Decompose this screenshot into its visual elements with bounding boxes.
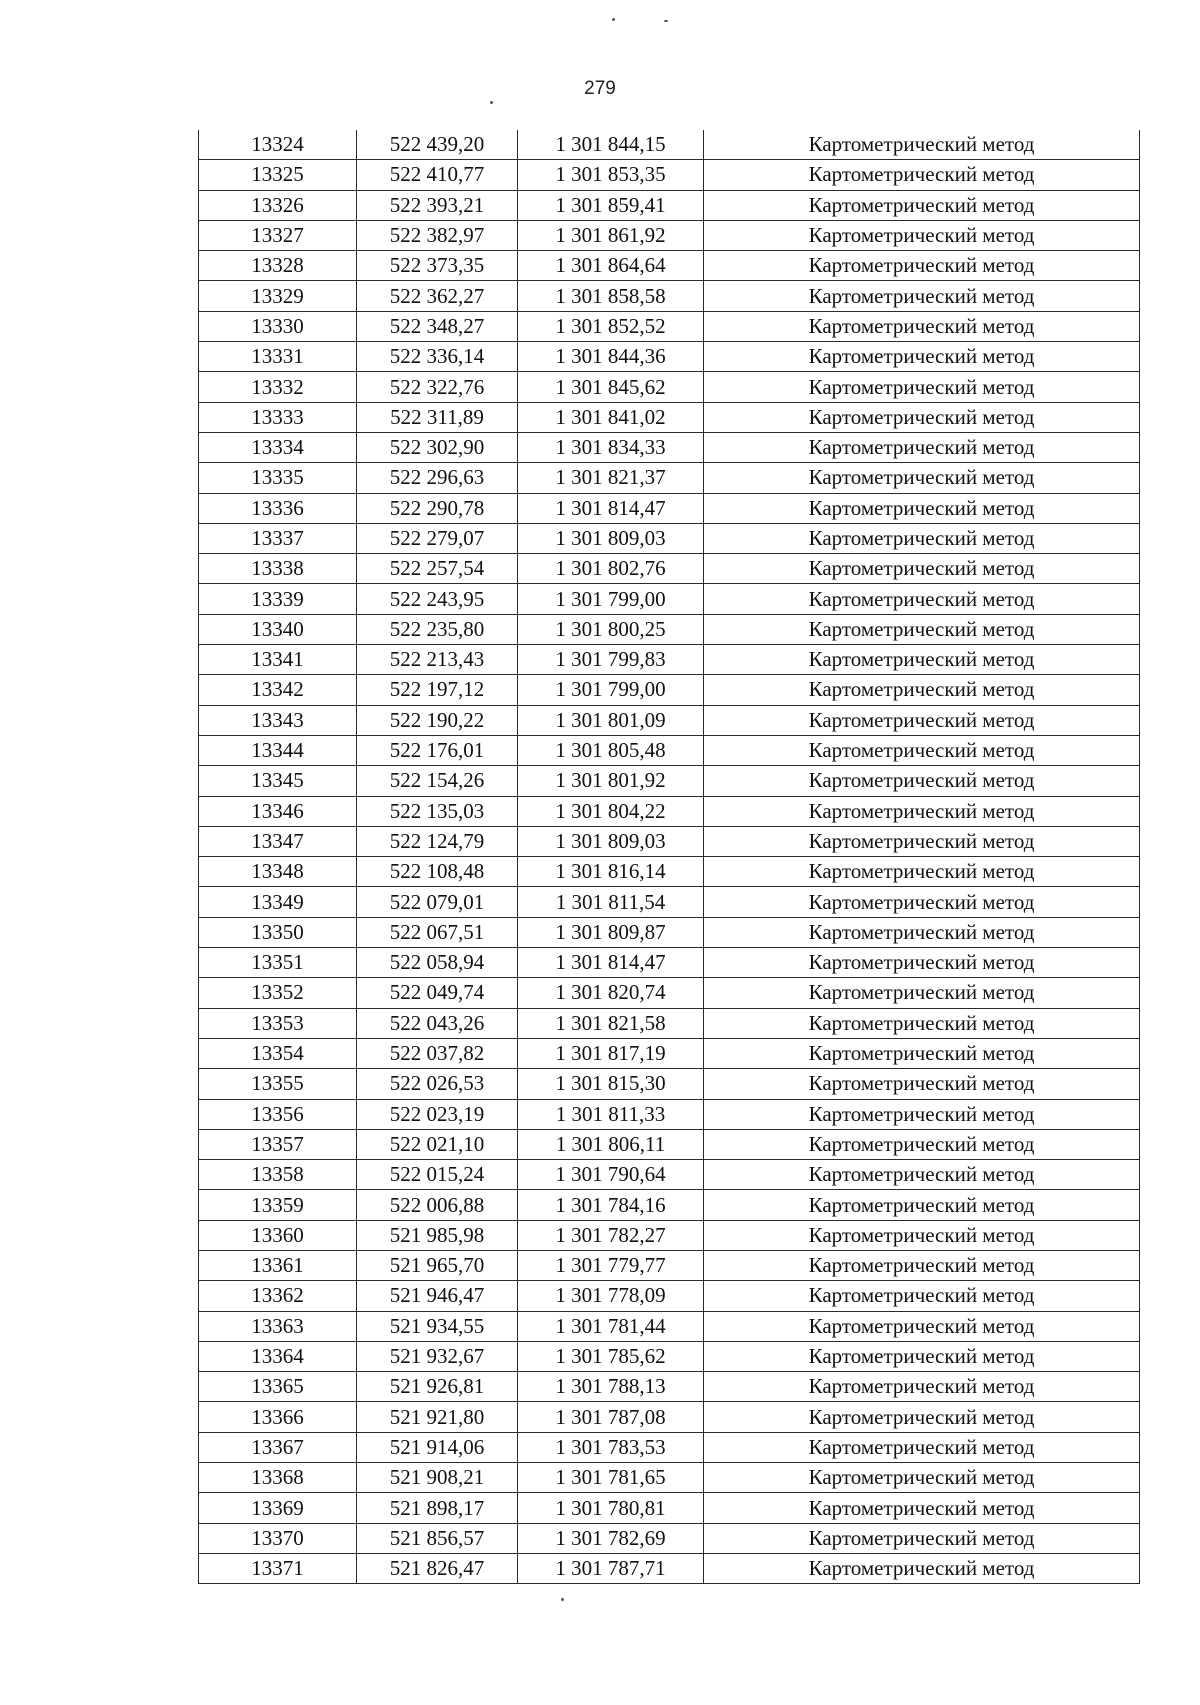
table-row <box>199 917 1140 947</box>
point-number-cell: 13338 <box>199 554 357 584</box>
table-row <box>199 796 1140 826</box>
table-row <box>199 432 1140 462</box>
y-coordinate-cell: 1 301 790,64 <box>518 1160 704 1190</box>
point-number-cell: 13358 <box>199 1160 357 1190</box>
y-coordinate-cell: 1 301 814,47 <box>518 493 704 523</box>
x-coordinate-cell: 522 382,97 <box>357 220 518 250</box>
x-coordinate-cell: 522 190,22 <box>357 705 518 735</box>
x-coordinate-cell: 522 311,89 <box>357 402 518 432</box>
coordinates-table-body <box>199 130 1140 1584</box>
x-coordinate-cell: 522 348,27 <box>357 311 518 341</box>
x-coordinate-cell: 521 926,81 <box>357 1372 518 1402</box>
method-cell: Картометрический метод <box>704 1069 1140 1099</box>
point-number-cell: 13328 <box>199 251 357 281</box>
method-cell: Картометрический метод <box>704 281 1140 311</box>
x-coordinate-cell: 522 243,95 <box>357 584 518 614</box>
method-cell: Картометрический метод <box>704 614 1140 644</box>
point-number-cell: 13325 <box>199 160 357 190</box>
point-number-cell: 13330 <box>199 311 357 341</box>
method-cell: Картометрический метод <box>704 705 1140 735</box>
y-coordinate-cell: 1 301 809,03 <box>518 826 704 856</box>
point-number-cell: 13366 <box>199 1402 357 1432</box>
table-row <box>199 1281 1140 1311</box>
point-number-cell: 13371 <box>199 1553 357 1583</box>
y-coordinate-cell: 1 301 814,47 <box>518 948 704 978</box>
y-coordinate-cell: 1 301 799,00 <box>518 584 704 614</box>
table-row <box>199 735 1140 765</box>
y-coordinate-cell: 1 301 858,58 <box>518 281 704 311</box>
scan-speck <box>664 20 668 22</box>
method-cell: Картометрический метод <box>704 311 1140 341</box>
table-row <box>199 311 1140 341</box>
x-coordinate-cell: 522 108,48 <box>357 857 518 887</box>
table-row <box>199 766 1140 796</box>
x-coordinate-cell: 522 296,63 <box>357 463 518 493</box>
method-cell: Картометрический метод <box>704 917 1140 947</box>
scan-speck <box>490 101 493 104</box>
x-coordinate-cell: 522 257,54 <box>357 554 518 584</box>
x-coordinate-cell: 522 373,35 <box>357 251 518 281</box>
y-coordinate-cell: 1 301 781,44 <box>518 1311 704 1341</box>
point-number-cell: 13370 <box>199 1523 357 1553</box>
y-coordinate-cell: 1 301 801,92 <box>518 766 704 796</box>
method-cell: Картометрический метод <box>704 1402 1140 1432</box>
method-cell: Картометрический метод <box>704 1553 1140 1583</box>
method-cell: Картометрический метод <box>704 1523 1140 1553</box>
table-row <box>199 160 1140 190</box>
y-coordinate-cell: 1 301 834,33 <box>518 432 704 462</box>
method-cell: Картометрический метод <box>704 523 1140 553</box>
method-cell: Картометрический метод <box>704 372 1140 402</box>
table-row <box>199 402 1140 432</box>
table-row <box>199 1160 1140 1190</box>
table-row <box>199 463 1140 493</box>
x-coordinate-cell: 522 135,03 <box>357 796 518 826</box>
table-row <box>199 372 1140 402</box>
point-number-cell: 13342 <box>199 675 357 705</box>
point-number-cell: 13331 <box>199 342 357 372</box>
point-number-cell: 13334 <box>199 432 357 462</box>
point-number-cell: 13362 <box>199 1281 357 1311</box>
x-coordinate-cell: 522 023,19 <box>357 1099 518 1129</box>
method-cell: Картометрический метод <box>704 766 1140 796</box>
x-coordinate-cell: 521 826,47 <box>357 1553 518 1583</box>
x-coordinate-cell: 522 279,07 <box>357 523 518 553</box>
method-cell: Картометрический метод <box>704 1220 1140 1250</box>
point-number-cell: 13335 <box>199 463 357 493</box>
y-coordinate-cell: 1 301 784,16 <box>518 1190 704 1220</box>
table-row <box>199 826 1140 856</box>
method-cell: Картометрический метод <box>704 857 1140 887</box>
y-coordinate-cell: 1 301 805,48 <box>518 735 704 765</box>
table-row <box>199 1220 1140 1250</box>
point-number-cell: 13345 <box>199 766 357 796</box>
method-cell: Картометрический метод <box>704 1250 1140 1280</box>
y-coordinate-cell: 1 301 844,15 <box>518 130 704 160</box>
method-cell: Картометрический метод <box>704 432 1140 462</box>
point-number-cell: 13343 <box>199 705 357 735</box>
y-coordinate-cell: 1 301 809,87 <box>518 917 704 947</box>
table-row <box>199 1523 1140 1553</box>
method-cell: Картометрический метод <box>704 1372 1140 1402</box>
table-row <box>199 1008 1140 1038</box>
x-coordinate-cell: 522 290,78 <box>357 493 518 523</box>
x-coordinate-cell: 522 176,01 <box>357 735 518 765</box>
point-number-cell: 13329 <box>199 281 357 311</box>
table-row <box>199 1493 1140 1523</box>
x-coordinate-cell: 522 302,90 <box>357 432 518 462</box>
table-row <box>199 251 1140 281</box>
method-cell: Картометрический метод <box>704 735 1140 765</box>
x-coordinate-cell: 521 985,98 <box>357 1220 518 1250</box>
x-coordinate-cell: 522 154,26 <box>357 766 518 796</box>
y-coordinate-cell: 1 301 809,03 <box>518 523 704 553</box>
y-coordinate-cell: 1 301 841,02 <box>518 402 704 432</box>
method-cell: Картометрический метод <box>704 1160 1140 1190</box>
table-row <box>199 1311 1140 1341</box>
method-cell: Картометрический метод <box>704 554 1140 584</box>
x-coordinate-cell: 521 946,47 <box>357 1281 518 1311</box>
point-number-cell: 13324 <box>199 130 357 160</box>
method-cell: Картометрический метод <box>704 1311 1140 1341</box>
method-cell: Картометрический метод <box>704 160 1140 190</box>
x-coordinate-cell: 521 856,57 <box>357 1523 518 1553</box>
method-cell: Картометрический метод <box>704 463 1140 493</box>
y-coordinate-cell: 1 301 821,37 <box>518 463 704 493</box>
table-row <box>199 1069 1140 1099</box>
table-row <box>199 342 1140 372</box>
x-coordinate-cell: 522 124,79 <box>357 826 518 856</box>
x-coordinate-cell: 521 898,17 <box>357 1493 518 1523</box>
x-coordinate-cell: 522 439,20 <box>357 130 518 160</box>
y-coordinate-cell: 1 301 799,83 <box>518 645 704 675</box>
point-number-cell: 13351 <box>199 948 357 978</box>
table-row <box>199 1250 1140 1280</box>
point-number-cell: 13344 <box>199 735 357 765</box>
point-number-cell: 13340 <box>199 614 357 644</box>
point-number-cell: 13369 <box>199 1493 357 1523</box>
method-cell: Картометрический метод <box>704 887 1140 917</box>
method-cell: Картометрический метод <box>704 1432 1140 1462</box>
x-coordinate-cell: 522 197,12 <box>357 675 518 705</box>
y-coordinate-cell: 1 301 783,53 <box>518 1432 704 1462</box>
y-coordinate-cell: 1 301 845,62 <box>518 372 704 402</box>
y-coordinate-cell: 1 301 787,71 <box>518 1553 704 1583</box>
table-row <box>199 675 1140 705</box>
y-coordinate-cell: 1 301 802,76 <box>518 554 704 584</box>
x-coordinate-cell: 522 079,01 <box>357 887 518 917</box>
table-row <box>199 523 1140 553</box>
point-number-cell: 13346 <box>199 796 357 826</box>
x-coordinate-cell: 522 362,27 <box>357 281 518 311</box>
method-cell: Картометрический метод <box>704 342 1140 372</box>
method-cell: Картометрический метод <box>704 978 1140 1008</box>
y-coordinate-cell: 1 301 799,00 <box>518 675 704 705</box>
y-coordinate-cell: 1 301 811,54 <box>518 887 704 917</box>
method-cell: Картометрический метод <box>704 948 1140 978</box>
x-coordinate-cell: 521 908,21 <box>357 1463 518 1493</box>
point-number-cell: 13326 <box>199 190 357 220</box>
y-coordinate-cell: 1 301 785,62 <box>518 1341 704 1371</box>
table-row <box>199 190 1140 220</box>
method-cell: Картометрический метод <box>704 1463 1140 1493</box>
method-cell: Картометрический метод <box>704 1341 1140 1371</box>
table-row <box>199 948 1140 978</box>
point-number-cell: 13357 <box>199 1129 357 1159</box>
point-number-cell: 13361 <box>199 1250 357 1280</box>
table-row <box>199 1129 1140 1159</box>
method-cell: Картометрический метод <box>704 402 1140 432</box>
point-number-cell: 13363 <box>199 1311 357 1341</box>
y-coordinate-cell: 1 301 778,09 <box>518 1281 704 1311</box>
point-number-cell: 13332 <box>199 372 357 402</box>
x-coordinate-cell: 521 932,67 <box>357 1341 518 1371</box>
method-cell: Картометрический метод <box>704 826 1140 856</box>
x-coordinate-cell: 522 393,21 <box>357 190 518 220</box>
y-coordinate-cell: 1 301 800,25 <box>518 614 704 644</box>
table-row <box>199 1463 1140 1493</box>
method-cell: Картометрический метод <box>704 645 1140 675</box>
x-coordinate-cell: 522 322,76 <box>357 372 518 402</box>
point-number-cell: 13365 <box>199 1372 357 1402</box>
point-number-cell: 13367 <box>199 1432 357 1462</box>
table-row <box>199 220 1140 250</box>
table-row <box>199 1553 1140 1583</box>
y-coordinate-cell: 1 301 853,35 <box>518 160 704 190</box>
table-row <box>199 1341 1140 1371</box>
x-coordinate-cell: 522 235,80 <box>357 614 518 644</box>
table-row <box>199 1099 1140 1129</box>
method-cell: Картометрический метод <box>704 190 1140 220</box>
point-number-cell: 13356 <box>199 1099 357 1129</box>
point-number-cell: 13353 <box>199 1008 357 1038</box>
scan-speck <box>612 18 615 21</box>
table-row <box>199 978 1140 1008</box>
x-coordinate-cell: 522 043,26 <box>357 1008 518 1038</box>
coordinates-table <box>198 130 1140 1584</box>
x-coordinate-cell: 522 037,82 <box>357 1038 518 1068</box>
point-number-cell: 13341 <box>199 645 357 675</box>
point-number-cell: 13359 <box>199 1190 357 1220</box>
point-number-cell: 13336 <box>199 493 357 523</box>
y-coordinate-cell: 1 301 788,13 <box>518 1372 704 1402</box>
scan-speck <box>561 1598 564 1601</box>
y-coordinate-cell: 1 301 861,92 <box>518 220 704 250</box>
x-coordinate-cell: 522 026,53 <box>357 1069 518 1099</box>
point-number-cell: 13348 <box>199 857 357 887</box>
table-row <box>199 705 1140 735</box>
method-cell: Картометрический метод <box>704 220 1140 250</box>
table-row <box>199 130 1140 160</box>
y-coordinate-cell: 1 301 817,19 <box>518 1038 704 1068</box>
page-number: 279 <box>584 78 616 99</box>
x-coordinate-cell: 521 921,80 <box>357 1402 518 1432</box>
table-row <box>199 645 1140 675</box>
y-coordinate-cell: 1 301 864,64 <box>518 251 704 281</box>
x-coordinate-cell: 522 021,10 <box>357 1129 518 1159</box>
point-number-cell: 13368 <box>199 1463 357 1493</box>
point-number-cell: 13337 <box>199 523 357 553</box>
table-row <box>199 281 1140 311</box>
x-coordinate-cell: 522 336,14 <box>357 342 518 372</box>
table-row <box>199 857 1140 887</box>
x-coordinate-cell: 521 914,06 <box>357 1432 518 1462</box>
point-number-cell: 13350 <box>199 917 357 947</box>
method-cell: Картометрический метод <box>704 1008 1140 1038</box>
x-coordinate-cell: 522 058,94 <box>357 948 518 978</box>
method-cell: Картометрический метод <box>704 675 1140 705</box>
x-coordinate-cell: 522 006,88 <box>357 1190 518 1220</box>
method-cell: Картометрический метод <box>704 493 1140 523</box>
method-cell: Картометрический метод <box>704 251 1140 281</box>
y-coordinate-cell: 1 301 816,14 <box>518 857 704 887</box>
point-number-cell: 13349 <box>199 887 357 917</box>
x-coordinate-cell: 522 410,77 <box>357 160 518 190</box>
table-row <box>199 1432 1140 1462</box>
method-cell: Картометрический метод <box>704 1038 1140 1068</box>
y-coordinate-cell: 1 301 780,81 <box>518 1493 704 1523</box>
y-coordinate-cell: 1 301 804,22 <box>518 796 704 826</box>
table-row <box>199 584 1140 614</box>
table-row <box>199 1402 1140 1432</box>
x-coordinate-cell: 521 965,70 <box>357 1250 518 1280</box>
x-coordinate-cell: 522 049,74 <box>357 978 518 1008</box>
y-coordinate-cell: 1 301 781,65 <box>518 1463 704 1493</box>
table-row <box>199 493 1140 523</box>
method-cell: Картометрический метод <box>704 1493 1140 1523</box>
y-coordinate-cell: 1 301 806,11 <box>518 1129 704 1159</box>
method-cell: Картометрический метод <box>704 1190 1140 1220</box>
method-cell: Картометрический метод <box>704 130 1140 160</box>
x-coordinate-cell: 522 213,43 <box>357 645 518 675</box>
y-coordinate-cell: 1 301 787,08 <box>518 1402 704 1432</box>
y-coordinate-cell: 1 301 815,30 <box>518 1069 704 1099</box>
point-number-cell: 13360 <box>199 1220 357 1250</box>
point-number-cell: 13364 <box>199 1341 357 1371</box>
method-cell: Картометрический метод <box>704 1281 1140 1311</box>
y-coordinate-cell: 1 301 844,36 <box>518 342 704 372</box>
table-row <box>199 887 1140 917</box>
y-coordinate-cell: 1 301 779,77 <box>518 1250 704 1280</box>
table-row <box>199 1038 1140 1068</box>
method-cell: Картометрический метод <box>704 796 1140 826</box>
y-coordinate-cell: 1 301 801,09 <box>518 705 704 735</box>
table-row <box>199 614 1140 644</box>
point-number-cell: 13347 <box>199 826 357 856</box>
table-row <box>199 554 1140 584</box>
method-cell: Картометрический метод <box>704 1129 1140 1159</box>
point-number-cell: 13355 <box>199 1069 357 1099</box>
x-coordinate-cell: 522 015,24 <box>357 1160 518 1190</box>
x-coordinate-cell: 521 934,55 <box>357 1311 518 1341</box>
point-number-cell: 13333 <box>199 402 357 432</box>
point-number-cell: 13352 <box>199 978 357 1008</box>
y-coordinate-cell: 1 301 811,33 <box>518 1099 704 1129</box>
point-number-cell: 13339 <box>199 584 357 614</box>
point-number-cell: 13327 <box>199 220 357 250</box>
y-coordinate-cell: 1 301 782,69 <box>518 1523 704 1553</box>
y-coordinate-cell: 1 301 820,74 <box>518 978 704 1008</box>
y-coordinate-cell: 1 301 859,41 <box>518 190 704 220</box>
table-row <box>199 1372 1140 1402</box>
table-row <box>199 1190 1140 1220</box>
point-number-cell: 13354 <box>199 1038 357 1068</box>
method-cell: Картометрический метод <box>704 1099 1140 1129</box>
x-coordinate-cell: 522 067,51 <box>357 917 518 947</box>
method-cell: Картометрический метод <box>704 584 1140 614</box>
y-coordinate-cell: 1 301 821,58 <box>518 1008 704 1038</box>
y-coordinate-cell: 1 301 852,52 <box>518 311 704 341</box>
y-coordinate-cell: 1 301 782,27 <box>518 1220 704 1250</box>
